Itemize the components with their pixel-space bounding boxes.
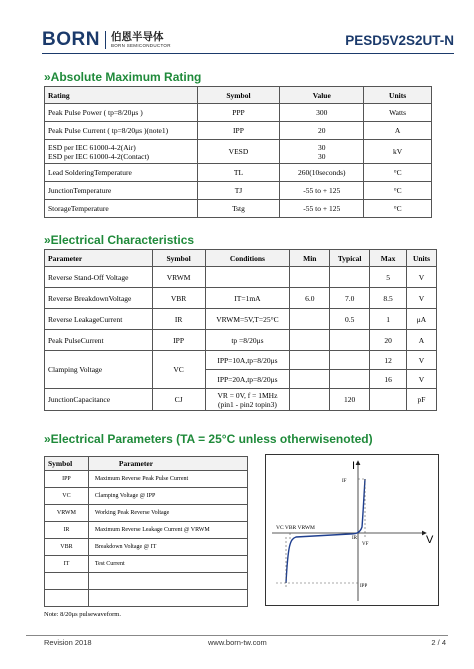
col-header-min: Min xyxy=(290,250,330,267)
header-divider xyxy=(42,53,454,54)
label-v: V xyxy=(426,534,434,546)
logo-separator xyxy=(105,31,106,49)
parameter-cell: Reverse LeakageCurrent xyxy=(45,309,153,330)
symbol-cell: IPP xyxy=(152,330,205,351)
symbol-cell: IR xyxy=(152,309,205,330)
symbol-cell xyxy=(45,590,89,607)
col-header-units: Units xyxy=(407,250,437,267)
conditions-cell: VRWM=5V,T=25°C xyxy=(205,309,290,330)
parameter-cell: Maximum Reverse Peak Pulse Current xyxy=(88,471,247,488)
table-row xyxy=(45,182,432,200)
symbol-cell: Tstg xyxy=(197,200,280,218)
units-cell: V xyxy=(407,351,437,370)
symbol-cell: CJ xyxy=(152,389,205,411)
symbol-cell: IR xyxy=(45,522,89,539)
logo-text: BORN xyxy=(42,29,100,50)
conditions-cell xyxy=(205,267,290,288)
typical-cell: 0.5 xyxy=(330,309,370,330)
col-header-max: Max xyxy=(370,250,407,267)
rating-cell: Lead SolderingTemperature xyxy=(45,164,198,182)
parameter-cell: Maximum Reverse Leakage Current @ VRWM xyxy=(88,522,247,539)
table-row xyxy=(45,573,248,590)
parameter-cell: Peak PulseCurrent xyxy=(45,330,153,351)
label-ipp: IPP xyxy=(360,584,368,589)
footnote: Note: 8/20μs pulsewaveform. xyxy=(44,611,121,618)
value-cell: 260(10seconds) xyxy=(280,164,364,182)
parameter-cell: Breakdown Voltage @ IT xyxy=(88,539,247,556)
abs-max-table xyxy=(44,86,432,218)
value-cell: 300 xyxy=(280,104,364,122)
symbol-cell: IPP xyxy=(45,471,89,488)
table-row xyxy=(45,122,432,140)
col-header-symbol: Symbol xyxy=(197,87,280,104)
min-cell xyxy=(290,309,330,330)
min-cell: 6.0 xyxy=(290,288,330,309)
units-cell: V xyxy=(407,267,437,288)
conditions-cell: IT=1mA xyxy=(205,288,290,309)
units-cell: °C xyxy=(364,200,432,218)
col-header-units: Units xyxy=(364,87,432,104)
elec-char-title: »Electrical Characteristics xyxy=(44,233,195,247)
label-if: IF xyxy=(342,479,347,484)
symbol-cell: PPP xyxy=(197,104,280,122)
table-row xyxy=(45,309,437,330)
max-cell xyxy=(370,389,407,411)
conditions-cell: IPP=10A,tp=8/20μs xyxy=(205,351,290,370)
table-row xyxy=(45,104,432,122)
col-header-value: Value xyxy=(280,87,364,104)
parameter-cell: JunctionCapacitance xyxy=(45,389,153,411)
table-row xyxy=(45,488,248,505)
max-cell: 8.5 xyxy=(370,288,407,309)
units-cell: kV xyxy=(364,140,432,164)
label-i: I xyxy=(352,460,356,472)
min-cell xyxy=(290,389,330,411)
table-row xyxy=(45,351,437,370)
value-cell: 20 xyxy=(280,122,364,140)
symbol-cell: IPP xyxy=(197,122,280,140)
min-cell xyxy=(290,370,330,389)
abs-max-title: »Absolute Maximum Rating xyxy=(44,70,202,84)
label-ir: IR xyxy=(352,536,357,541)
parameter-cell: Clamping Voltage xyxy=(45,351,153,389)
iv-curve xyxy=(286,479,365,583)
max-cell: 1 xyxy=(370,309,407,330)
units-cell: °C xyxy=(364,182,432,200)
col-header-symbol: Symbol xyxy=(152,250,205,267)
footer-page-number: 2 / 4 xyxy=(431,638,446,647)
label-vc-vbr-vrwm: VC VBR VRWM xyxy=(276,525,315,531)
footer-revision: Revision 2018 xyxy=(44,638,92,647)
iv-characteristic-diagram xyxy=(265,454,439,606)
conditions-cell: IPP=20A,tp=8/20μs xyxy=(205,370,290,389)
max-cell: 20 xyxy=(370,330,407,351)
typical-cell xyxy=(330,267,370,288)
typical-cell xyxy=(330,370,370,389)
parameter-cell: Reverse BreakdownVoltage xyxy=(45,288,153,309)
table-row xyxy=(45,522,248,539)
units-cell: V xyxy=(407,288,437,309)
part-number: PESD5V2S2UT-N xyxy=(345,33,454,48)
value-cell: 30 30 xyxy=(280,140,364,164)
min-cell xyxy=(290,267,330,288)
symbol-cell: VBR xyxy=(45,539,89,556)
table-row xyxy=(45,590,248,607)
units-cell: A xyxy=(364,122,432,140)
typical-cell xyxy=(330,351,370,370)
rating-cell: Peak Pulse Current ( tp=8/20μs )(note1) xyxy=(45,122,198,140)
page-header xyxy=(0,0,474,62)
footer-divider xyxy=(26,635,448,636)
symbol-cell: TL xyxy=(197,164,280,182)
parameter-cell: Reverse Stand-Off Voltage xyxy=(45,267,153,288)
units-cell: V xyxy=(407,370,437,389)
elec-params-table xyxy=(44,456,248,607)
rating-cell: Peak Pulse Power ( tp=8/20μs ) xyxy=(45,104,198,122)
value-cell: -55 to + 125 xyxy=(280,200,364,218)
conditions-cell: VR = 0V, f = 1MHz (pin1 - pin2 topin3) xyxy=(205,389,290,411)
table-row xyxy=(45,200,432,218)
min-cell xyxy=(290,351,330,370)
typical-cell: 120 xyxy=(330,389,370,411)
col-header-symbol: Symbol xyxy=(45,457,89,471)
parameter-cell xyxy=(88,573,247,590)
col-header-conditions: Conditions xyxy=(205,250,290,267)
company-name-cn: 伯恩半导体 xyxy=(110,30,164,43)
symbol-cell: VBR xyxy=(152,288,205,309)
parameter-cell: Clamping Voltage @ IPP xyxy=(88,488,247,505)
units-cell: A xyxy=(407,330,437,351)
symbol-cell xyxy=(45,573,89,590)
table-row xyxy=(45,164,432,182)
col-header-typical: Typical xyxy=(330,250,370,267)
rating-cell: JunctionTemperature xyxy=(45,182,198,200)
symbol-cell: VESD xyxy=(197,140,280,164)
col-header-parameter: Parameter xyxy=(45,250,153,267)
typical-cell: 7.0 xyxy=(330,288,370,309)
units-cell: μA xyxy=(407,309,437,330)
elec-char-table xyxy=(44,249,437,411)
company-name-en: BORN SEMICONDUCTOR xyxy=(110,42,171,48)
table-row xyxy=(45,556,248,573)
table-row xyxy=(45,330,437,351)
col-header-rating: Rating xyxy=(45,87,198,104)
symbol-cell: VC xyxy=(152,351,205,389)
table-row xyxy=(45,471,248,488)
table-row xyxy=(45,389,437,411)
max-cell: 16 xyxy=(370,370,407,389)
units-cell: Watts xyxy=(364,104,432,122)
symbol-cell: TJ xyxy=(197,182,280,200)
min-cell xyxy=(290,330,330,351)
parameter-cell: Working Peak Reverse Voltage xyxy=(88,505,247,522)
table-row xyxy=(45,288,437,309)
col-header-parameter: Parameter xyxy=(88,457,247,471)
table-row xyxy=(45,267,437,288)
label-vf: VF xyxy=(362,542,369,547)
symbol-cell: IT xyxy=(45,556,89,573)
symbol-cell: VRWM xyxy=(152,267,205,288)
value-cell: -55 to + 125 xyxy=(280,182,364,200)
units-cell: pF xyxy=(407,389,437,411)
units-cell: °C xyxy=(364,164,432,182)
typical-cell xyxy=(330,330,370,351)
elec-params-title: »Electrical Parameters (TA = 25°C unless otherwisenoted) xyxy=(44,432,373,446)
max-cell: 5 xyxy=(370,267,407,288)
table-row xyxy=(45,539,248,556)
footer-website[interactable]: www.born-tw.com xyxy=(208,638,267,647)
rating-cell: StorageTemperature xyxy=(45,200,198,218)
rating-cell: ESD per IEC 61000-4-2(Air) ESD per IEC 61000-4-2(Contact) xyxy=(45,140,198,164)
conditions-cell: tp =8/20μs xyxy=(205,330,290,351)
iv-curve-svg xyxy=(266,455,438,605)
symbol-cell: VC xyxy=(45,488,89,505)
max-cell: 12 xyxy=(370,351,407,370)
company-logo xyxy=(42,30,171,50)
symbol-cell: VRWM xyxy=(45,505,89,522)
parameter-cell: Test Current xyxy=(88,556,247,573)
table-row xyxy=(45,505,248,522)
parameter-cell xyxy=(88,590,247,607)
table-row xyxy=(45,140,432,164)
